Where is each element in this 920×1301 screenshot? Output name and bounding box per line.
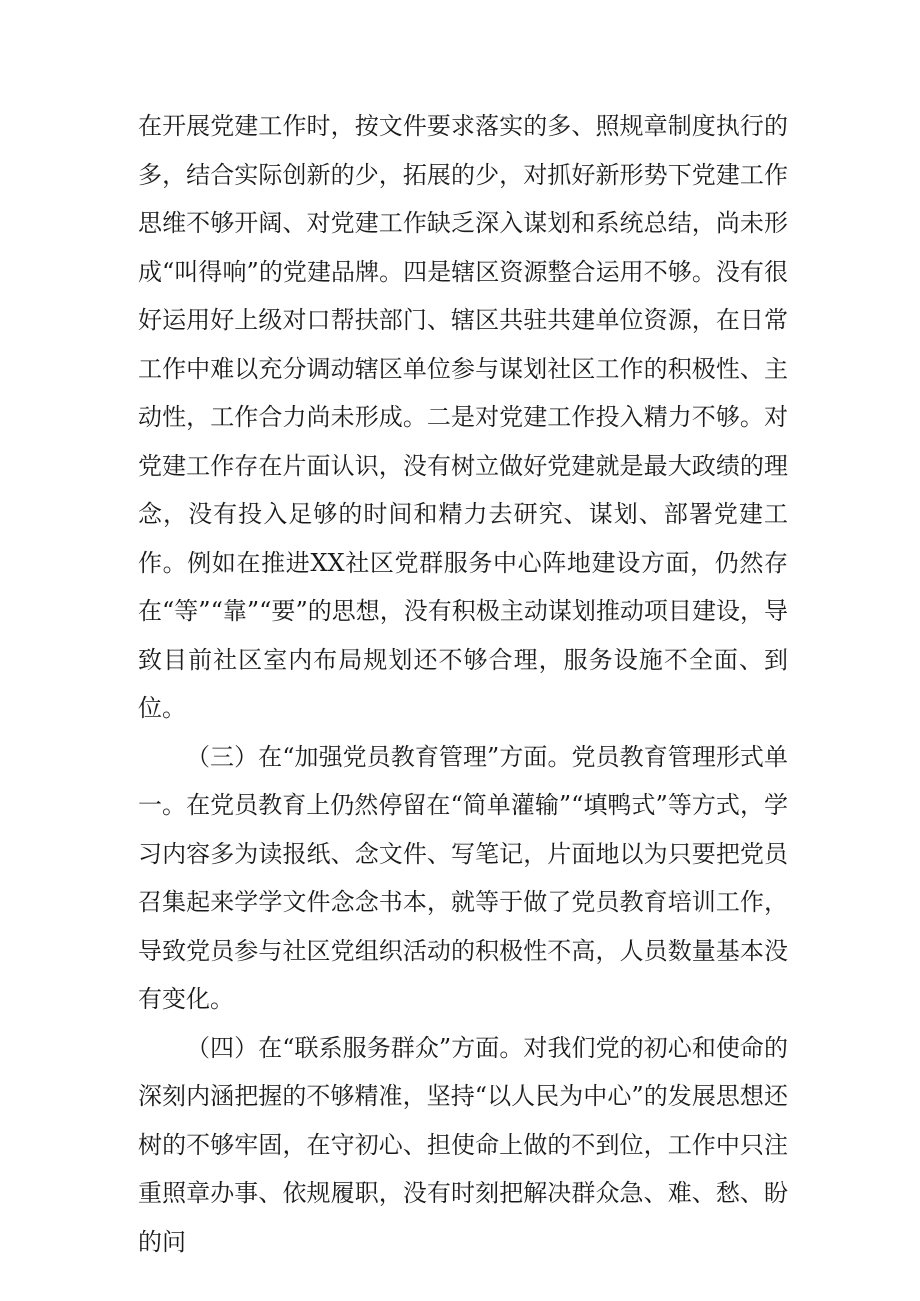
paragraph-section-four: （四）在“联系服务群众”方面。对我们党的初心和使命的深刻内涵把握的不够精准，坚持“以人民为中心”的发展思想还树的不够牢固，在守初心、担使命上做的不到位，工作中只注重照章办事、依规履职，没有时刻把解决群众急、难、愁、盼的问 (138, 1033, 788, 1256)
document-body (138, 102, 788, 1266)
paragraph-section-three: （三）在“加强党员教育管理”方面。党员教育管理形式单一。在党员教育上仍然停留在“简单灌输”“填鸭式”等方式，学习内容多为读报纸、念文件、写笔记，片面地以为只要把党员召集起来学学文件念念书本，就等于做了党员教育培训工作，导致党员参与社区党组织活动的积极性不高，人员数量基本没有变化。 (138, 742, 788, 1013)
paragraph-continuation: 在开展党建工作时，按文件要求落实的多、照规章制度执行的多，结合实际创新的少，拓展的少，对抓好新形势下党建工作思维不够开阔、对党建工作缺乏深入谋划和系统总结，尚未形成“叫得响”的党建品牌。四是辖区资源整合运用不够。没有很好运用好上级对口帮扶部门、辖区共驻共建单位资源，在日常工作中难以充分调动辖区单位参与谋划社区工作的积极性、主动性，工作合力尚未形成。二是对党建工作投入精力不够。对党建工作存在片面认识，没有树立做好党建就是最大政绩的理念，没有投入足够的时间和精力去研究、谋划、部署党建工作。例如在推进XX社区党群服务中心阵地建设方面，仍然存在“等”“靠”“要”的思想，没有积极主动谋划推动项目建设，导致目前社区室内布局规划还不够合理，服务设施不全面、到位。 (138, 112, 788, 722)
